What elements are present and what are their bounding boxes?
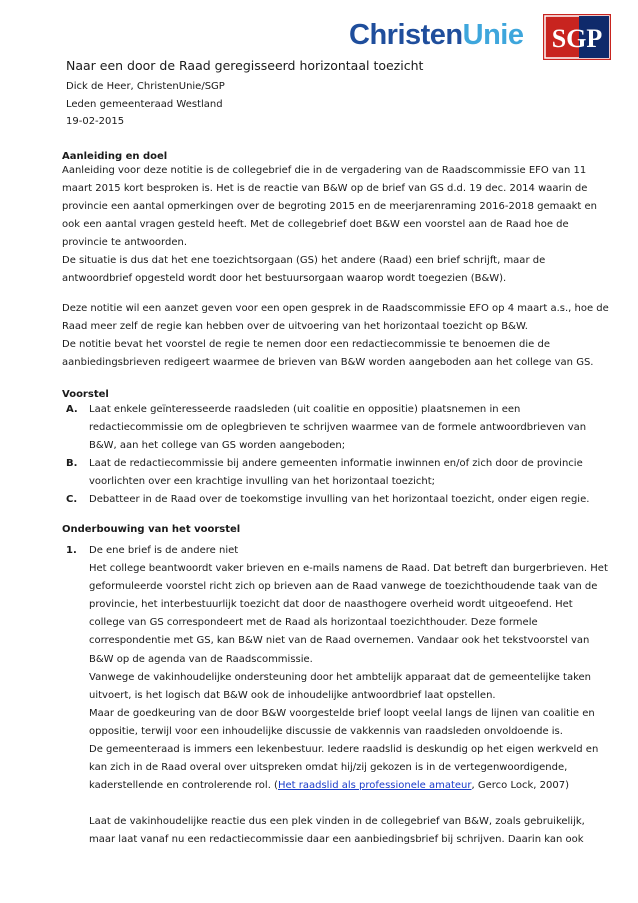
voorstel-text-a: Laat enkele geïnteresseerde raadsleden (uit coalitie en oppositie) plaatsnemen in een redactiecommissie om de oplegbrieven te schrijven waarmee van de formele antwoordbrieven van B&W, aan het college van GS worden aangeboden; [89, 404, 587, 452]
voorstel-text-c: Debatteer in de Raad over de toekomstige invulling van het horizontaal toezicht, onder eigen regie. [89, 494, 590, 506]
christenunie-logo-part1: Christen [349, 19, 463, 51]
onderbouwing-p4-pre: De gemeenteraad is immers een lekenbestuur. Iedere raadslid is deskundig op het eigen werkveld en kan zich in de Raad overal over uitspreken omdat hij/zij gekozen is in de vertegenwoordigende, kaderstellende en controlerende rol. ( [89, 744, 599, 792]
onderbouwing-p4-post: , Gerco Lock, 2007) [471, 780, 569, 792]
onderbouwing-paragraph-4 [89, 741, 610, 795]
voorstel-item-c [62, 491, 610, 509]
section-heading-aanleiding: Aanleiding en doel [62, 151, 168, 162]
datum-value: 19-02-2015 [66, 116, 125, 127]
christenunie-logo [349, 10, 536, 60]
voorstel-marker-a: A. [66, 404, 78, 415]
onderbouwing-body [62, 542, 610, 850]
voorstel-item-b [62, 455, 610, 491]
voorstel-list [62, 401, 610, 510]
onderbouwing-item-title: De ene brief is de andere niet [89, 545, 239, 556]
section-heading-voorstel: Voorstel [62, 389, 109, 400]
onderbouwing-marker-1: 1. [66, 545, 77, 556]
voorstel-item-a [62, 401, 610, 455]
sgp-logo-text: SGP [551, 24, 603, 53]
onderbouwing-paragraph-1: Het college beantwoordt vaker brieven en e-mails namens de Raad. Dat betreft dan burgerbrieven. Het geformuleerde voorstel richt zich op brieven aan de Raad vanwege de toezichthoudende taak van de provincie, het interbestuurlijk toezicht dat door de naasthogere overheid wordt uitgeoefend. Het college van GS correspondeert met de Raad als horizontaal toezichthouder. Deze formele correspondentie met GS, kan B&W niet van de Raad overnemen. Vandaar ook het tekstvoorstel van B&W op de agenda van de Raadscommissie. [89, 563, 608, 665]
onderbouwing-paragraph-5: Laat de vakinhoudelijke reactie dus een plek vinden in de collegebrief van B&W, zoals gebruikelijk, maar laat vanaf nu een redactiecommissie daar een aanbiedingsbrief bij schrijven. Daarin kan ook [89, 816, 585, 846]
aanleiding-paragraph-4: De notitie bevat het voorstel de regie te nemen door een redactiecommissie te benoemen die de aanbiedingsbrieven redigeert waarmee de brieven van B&W worden aangeboden aan het college van GS. [62, 339, 594, 369]
voorstel-text-b: Laat de redactiecommissie bij andere gemeenten informatie inwinnen en/of zich door de provincie voorlichten over een krachtige invulling van het horizontaal toezicht; [89, 458, 583, 488]
aan-value: Leden gemeenteraad Westland [66, 99, 223, 110]
aanleiding-paragraph-3: Deze notitie wil een aanzet geven voor een open gesprek in de Raadscommissie EFO op 4 maart a.s., hoe de Raad meer zelf de regie kan hebben over de uitvoering van het horizontaal toezicht op B&W. [62, 303, 609, 333]
voorstel-marker-b: B. [66, 458, 78, 470]
onderbouwing-paragraph-3: Maar de goedkeuring van de door B&W voorgestelde brief loopt veelal langs de lijnen van coalitie en oppositie, terwijl voor een inhoudelijke discussie de vakkennis van raadsleden onvoldoende is. [89, 707, 595, 737]
christenunie-logo-part2: Unie [462, 19, 524, 51]
raadslid-amateur-link[interactable]: Het raadslid als professionele amateur [277, 780, 472, 792]
aanleiding-paragraph-2: De situatie is dus dat het ene toezichtsorgaan (GS) het andere (Raad) een brief schrijft, maar de antwoordbrief opgesteld wordt door het bestuursorgaan waarop wordt toegezien (B&W). [62, 255, 546, 285]
section-heading-onderbouwing: Onderbouwing van het voorstel [62, 524, 241, 535]
van-value: Dick de Heer, ChristenUnie/SGP [66, 81, 225, 92]
aanleiding-paragraph-1: Aanleiding voor deze notitie is de collegebrief die in de vergadering van de Raadscommissie EFO van 11 maart 2015 kort besproken is. Het is de reactie van B&W op de brief van GS d.d. 19 dec. 2014 waarin de provincie een aantal opmerkingen over de begroting 2015 en de meerjarenraming 2016-2018 gemaakt en ook een aantal vragen gesteld heeft. Met de collegebrief doet B&W een voorstel aan de Raad hoe de provincie te antwoorden. [62, 165, 597, 249]
onderbouwing-item-1 [62, 542, 610, 850]
onderbouwing-paragraph-2: Vanwege de vakinhoudelijke ondersteuning door het ambtelijk apparaat dat de gemeentelijke taken uitvoert, is het logisch dat B&W ook de inhoudelijke antwoordbrief laat opstellen. [89, 671, 591, 701]
voorstel-marker-c: C. [66, 494, 78, 506]
sgp-logo [543, 14, 611, 60]
notitie-title: Naar een door de Raad geregisseerd horizontaal toezicht [66, 58, 424, 73]
